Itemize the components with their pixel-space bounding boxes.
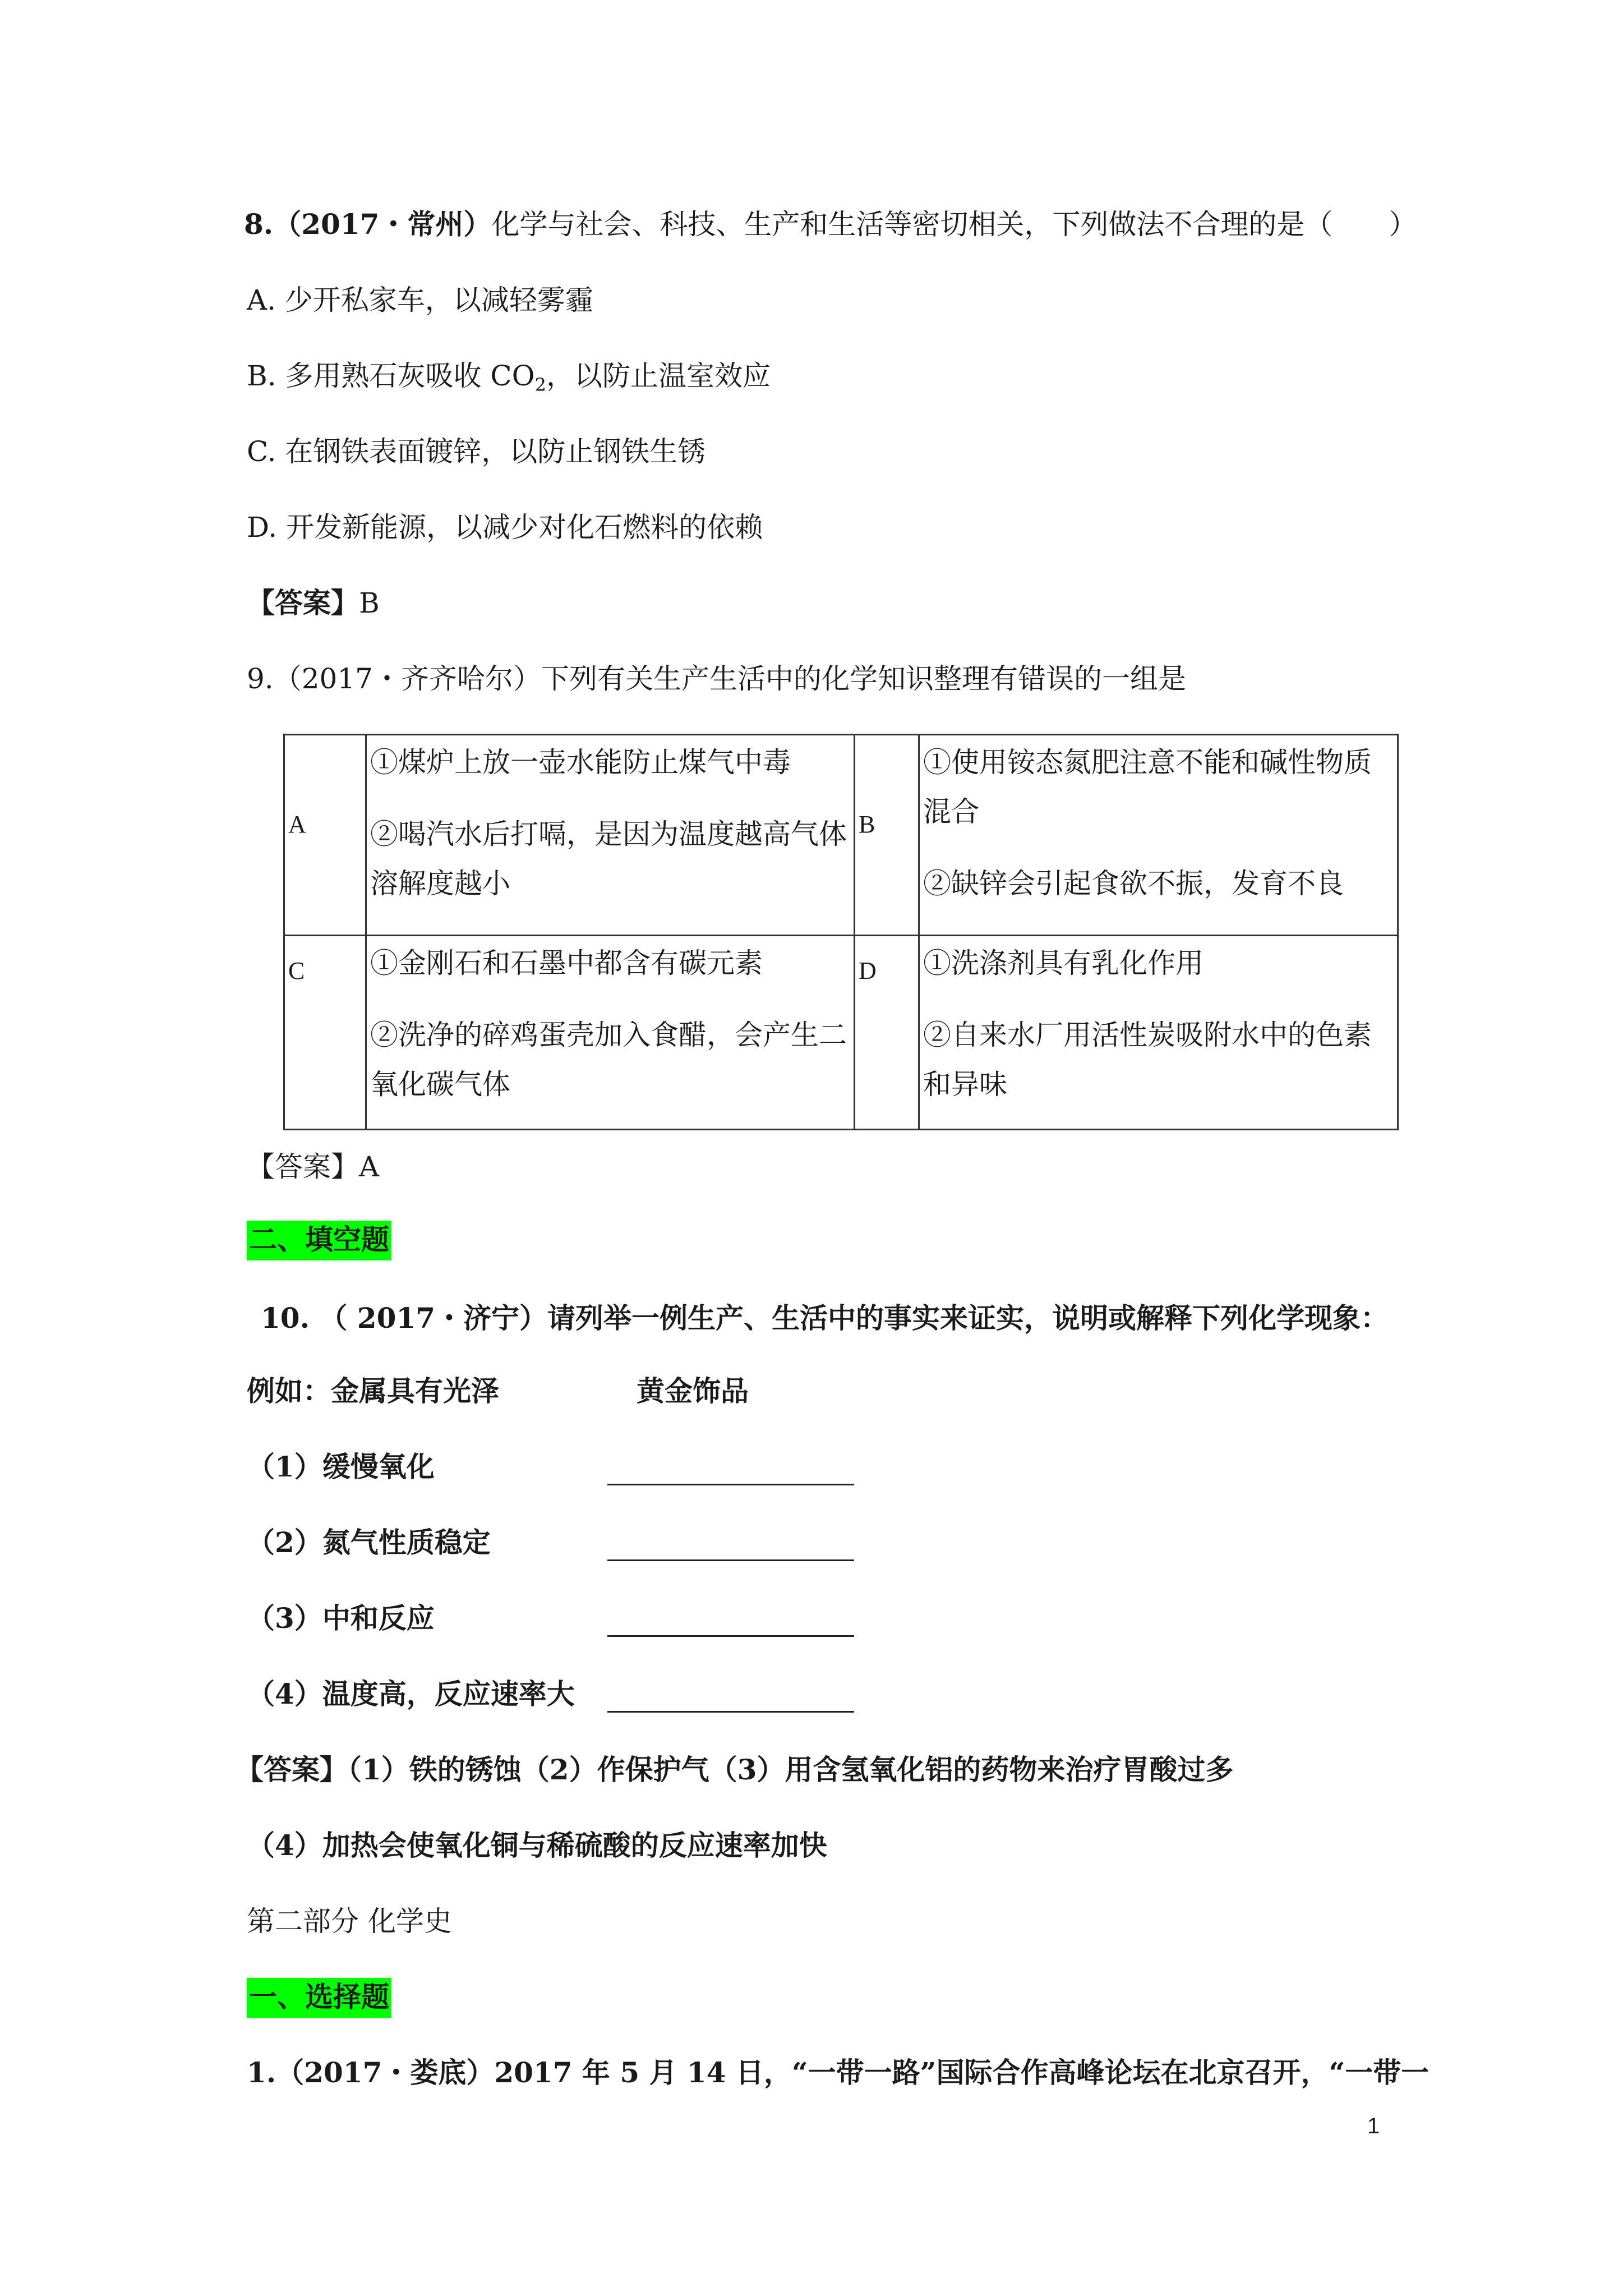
q10-answer-line-1 [236,1753,1234,1786]
option-c-item-1: ①金刚石和石墨中都含有碳元素 [370,947,763,979]
q10-answer-label: 【答案】 [236,1753,348,1786]
q8-answer-label: 【答案】 [247,586,359,619]
q10-answer-text-1: （1）铁的锈蚀（2）作保护气（3）用含氢氧化铝的药物来治疗胃酸过多 [348,1753,1234,1786]
q8-number: 8. [244,208,274,241]
option-a-content [366,735,855,936]
section-heading-choice-text: 一、选择题 [247,1978,391,2018]
option-b-item-2: ②缺锌会引起食欲不振，发育不良 [923,867,1344,900]
q10-blank-1[interactable] [607,1484,854,1485]
option-c-label: C [284,936,366,1130]
q9-options-table [283,734,1399,1130]
table-row [284,936,1398,1130]
q8-text: 化学与社会、科技、生产和生活等密切相关，下列做法不合理的是（ ） [491,208,1417,241]
q10-answer-line-2: （4）加热会使氧化铜与稀硫酸的反应速率加快 [247,1829,827,1862]
option-c-content [366,936,855,1130]
option-d-label: D [855,936,919,1130]
q9-stem: 9.（2017・齐齐哈尔）下列有关生产生活中的化学知识整理有错误的一组是 [247,662,1186,695]
part-two-title: 第二部分 化学史 [247,1905,452,1938]
q10-blank-4[interactable] [607,1711,854,1713]
q8-stem [244,208,1417,241]
q8-option-b [247,362,771,394]
section-heading-choice [247,1980,391,2013]
q10-stem: 10. （ 2017・济宁）请列举一例生产、生活中的事实来证实，说明或解释下列化学现象： [261,1301,1389,1335]
q10-example-value: 黄金饰品 [637,1374,749,1407]
option-a-item-2: ②喝汽水后打嗝，是因为温度越高气体溶解度越小 [370,818,847,900]
option-a-item-1: ①煤炉上放一壶水能防止煤气中毒 [370,746,791,779]
page-number: 1 [1367,2114,1380,2138]
q10-blank-3[interactable] [607,1635,854,1637]
q10-item-1: （1）缓慢氧化 [247,1450,435,1483]
option-b-content [919,735,1398,936]
section-heading-fill-text: 二、填空题 [247,1221,391,1260]
q8-option-a: A. 少开私家车，以减轻雾霾 [247,284,593,316]
q9-answer: 【答案】A [247,1151,380,1183]
q1-stem: 1.（2017・娄底）2017 年 5 月 14 日，“一带一路”国际合作高峰论坛在北京召开，“一带一 [247,2056,1430,2089]
table-row [284,735,1398,936]
q8-answer-value: B [359,587,380,619]
q8-source: （2017・常州） [273,208,492,241]
option-b-label: B [855,735,919,936]
q8-option-b-text: B. 多用熟石灰吸收 CO [247,360,535,392]
q10-item-4: （4）温度高，反应速率大 [247,1677,575,1710]
option-a-label: A [284,735,366,936]
q10-item-2: （2）氮气性质稳定 [247,1526,491,1559]
q8-option-b-subscript: 2 [534,374,547,395]
option-d-item-2: ②自来水厂用活性炭吸附水中的色素和异味 [923,1019,1372,1101]
section-heading-fill [247,1223,391,1256]
option-c-item-2: ②洗净的碎鸡蛋壳加入食醋，会产生二氧化碳气体 [370,1019,847,1101]
q8-option-b-tail: ，以防止温室效应 [546,360,771,392]
q8-answer [247,586,380,619]
q10-example-label: 例如：金属具有光泽 [247,1374,499,1407]
option-d-content [919,936,1398,1130]
q8-option-d: D. 开发新能源，以减少对化石燃料的依赖 [247,511,763,544]
q10-item-3: （3）中和反应 [247,1602,435,1635]
option-b-item-1: ①使用铵态氮肥注意不能和碱性物质混合 [923,746,1372,828]
option-d-item-1: ①洗涤剂具有乳化作用 [923,947,1204,979]
q8-option-c: C. 在钢铁表面镀锌，以防止钢铁生锈 [247,435,706,468]
q10-blank-2[interactable] [607,1559,854,1561]
